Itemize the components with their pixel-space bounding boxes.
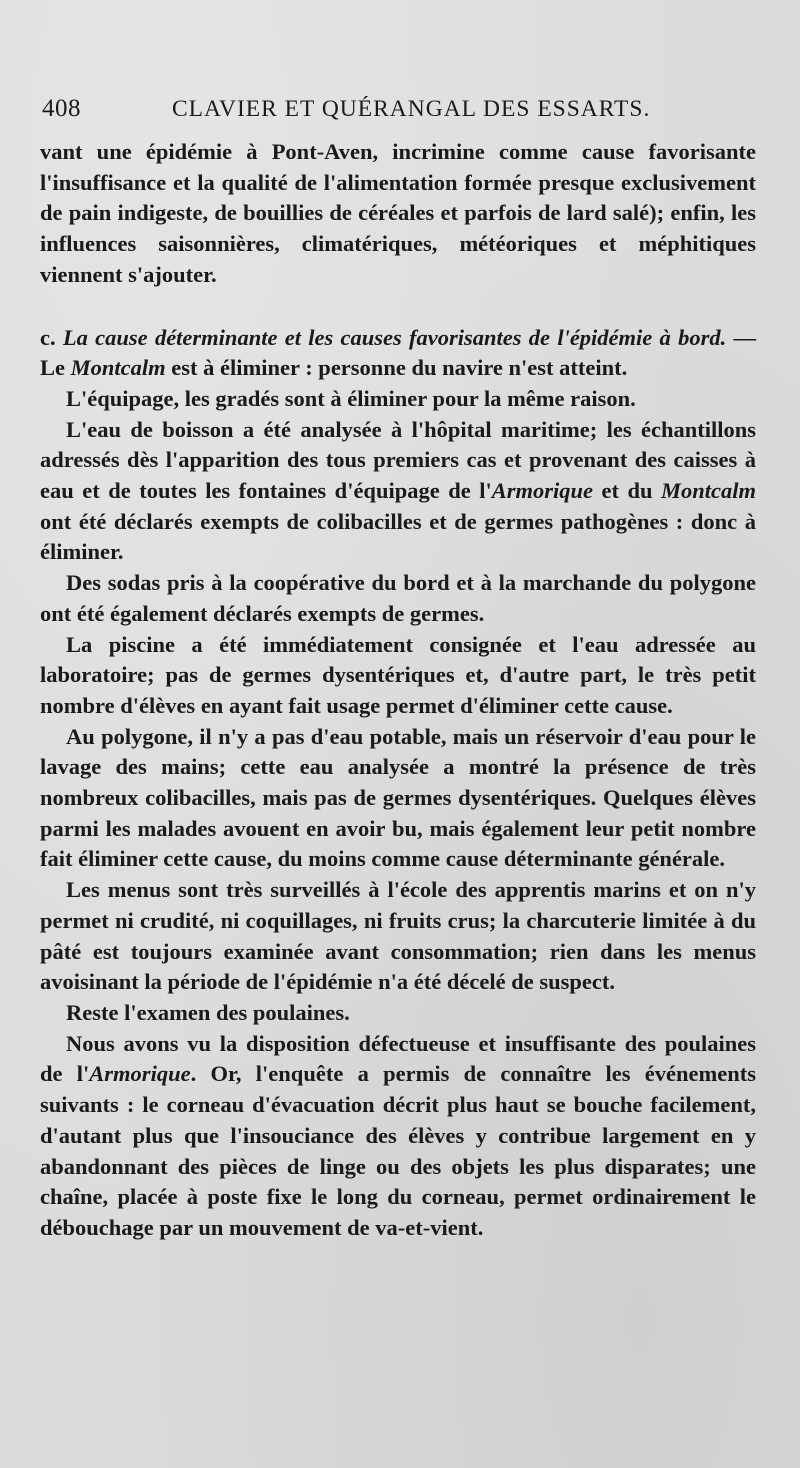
running-head: CLAVIER ET QUÉRANGAL DES ESSARTS. bbox=[172, 96, 651, 122]
paragraph-menus: Les menus sont très surveillés à l'école des apprentis marins et on n'y permet ni crudité, ni coquillages, ni fruits crus; la charcuterie limitée à du pâté est toujours examinée avant consommation; rien dans les menus avoisinant la période de l'épidémie n'a été décelé de suspect. bbox=[40, 877, 756, 995]
page-number: 408 bbox=[42, 95, 81, 122]
text-run: L'eau de boisson a été analysée à l'hôpital maritime; les échantillons adressés dès l'apparition des tous premiers cas et provenant des caisses à eau et de toutes les fontaines d'équipage de l' bbox=[40, 416, 756, 504]
paragraph-poulaines-intro: Reste l'examen des poulaines. bbox=[66, 999, 350, 1025]
section-label: c. bbox=[40, 324, 56, 350]
paragraph-sodas: Des sodas pris à la coopérative du bord et à la marchande du polygone ont été également déclarés exempts de germes. bbox=[40, 570, 756, 626]
paragraph-drinking-water bbox=[40, 415, 756, 569]
body-text bbox=[40, 137, 756, 1244]
ship-name: Armorique bbox=[491, 478, 593, 504]
text-run: . Or, l'enquête a permis de connaître les événements suivants : le corneau d'évacuation décrit plus haut se bouche facilement, d'autant plus que l'insouciance des élèves y contribue largement en y abandonnant des pièces de linge ou des objets les plus disparates; une chaîne, placée à poste fixe le long du corneau, permet ordinairement le débouchage par un mouvement de va-et-vient. bbox=[40, 1061, 757, 1240]
text-run: Nous avons vu la disposition défectueuse et insuffisante des poulaines de l' bbox=[40, 1030, 756, 1087]
ship-name: Montcalm bbox=[660, 478, 756, 504]
paragraph-continued: vant une épidémie à Pont-Aven, incrimine comme cause favorisante l'insuffisance et la qualité de l'alimentation formée presque exclusivement de pain indigeste, de bouillies de céréales et parfois de lard salé); enfin, les influences saisonnières, climatériques, météoriques et méphitiques viennent s'ajouter. bbox=[40, 139, 756, 287]
paragraph-polygon: Au polygone, il n'y a pas d'eau potable, mais un réservoir d'eau pour le lavage des mains; cette eau analysée a montré la présence de très nombreux colibacilles, mais pas de germes dysentériques. Quelques élèves parmi les malades avouent en avoir bu, mais également leur petit nombre fait éliminer cette cause, du moins comme cause déterminante générale. bbox=[40, 723, 756, 872]
section-rest: est à éliminer : personne du navire n'est atteint. bbox=[165, 355, 628, 381]
paragraph-pool: La piscine a été immédiatement consignée et l'eau adressée au laboratoire; pas de germes dysentériques et, d'autre part, le très petit nombre d'élèves en ayant fait usage permet d'éliminer cette cause. bbox=[40, 631, 756, 718]
text-run: et du bbox=[592, 478, 661, 504]
page-header bbox=[42, 92, 758, 126]
section-dash: — Le bbox=[40, 324, 756, 381]
paragraph-poulaines bbox=[40, 1029, 756, 1244]
section-c-heading bbox=[40, 323, 756, 384]
text-run: ont été déclarés exempts de colibacilles et de germes pathogènes : donc à éliminer. bbox=[40, 508, 756, 565]
section-title: La cause déterminante et les causes favorisantes de l'épidémie à bord. bbox=[62, 324, 727, 350]
ship-name: Armorique bbox=[89, 1061, 191, 1087]
paragraph-crew: L'équipage, les gradés sont à éliminer pour la même raison. bbox=[66, 385, 636, 411]
ship-name: Montcalm bbox=[70, 355, 166, 381]
